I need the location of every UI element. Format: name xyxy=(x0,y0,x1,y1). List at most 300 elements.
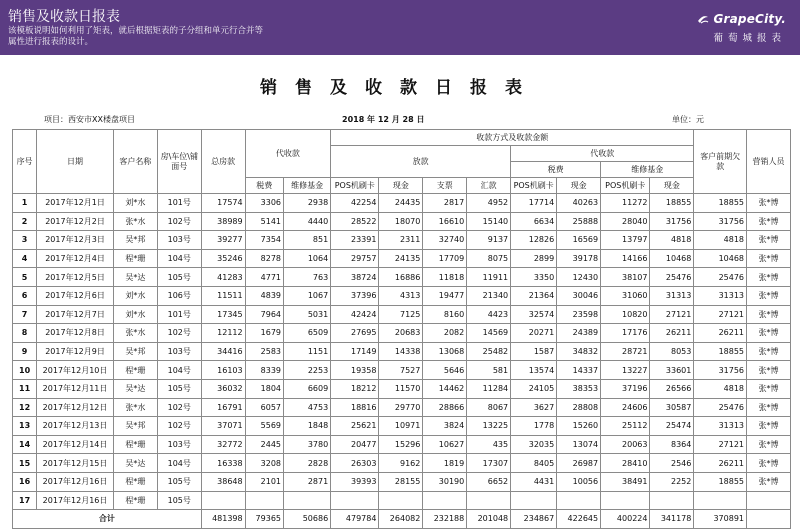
cell-customer: 吴*达 xyxy=(113,379,157,398)
cell-c5: 32740 xyxy=(423,231,467,250)
header-daishou: 代收款 xyxy=(245,130,331,178)
cell-c2: 2253 xyxy=(284,361,331,380)
cell-prev: 18855 xyxy=(694,194,747,213)
cell-customer: 张*水 xyxy=(113,398,157,417)
cell-c5: 2817 xyxy=(423,194,467,213)
cell-customer: 吴*达 xyxy=(113,454,157,473)
cell-customer: 张*水 xyxy=(113,324,157,343)
cell-c1: 8278 xyxy=(245,249,283,268)
cell-seq: 12 xyxy=(13,398,37,417)
header-sales: 营销人员 xyxy=(747,130,791,194)
cell-c6: 6652 xyxy=(467,472,511,491)
cell-c3: 27695 xyxy=(331,324,379,343)
cell-c4: 7527 xyxy=(379,361,423,380)
cell-c8: 10056 xyxy=(557,472,601,491)
report-title: 销售及收款日报表 xyxy=(260,78,540,98)
cell-date: 2017年12月16日 xyxy=(37,491,114,510)
cell-seq: 2 xyxy=(13,212,37,231)
cell-prev: 18855 xyxy=(694,342,747,361)
cell-total: 16791 xyxy=(201,398,245,417)
cell-c6: 15140 xyxy=(467,212,511,231)
sales-report-table xyxy=(12,129,791,529)
cell-c2: 6509 xyxy=(284,324,331,343)
cell-c6: 4423 xyxy=(467,305,511,324)
header-maint-2: 维修基金 xyxy=(601,162,694,178)
cell-c3: 29757 xyxy=(331,249,379,268)
report-body xyxy=(13,194,791,529)
cell-total: 17345 xyxy=(201,305,245,324)
header-cash: 现金 xyxy=(379,178,423,194)
cell-c1: 6057 xyxy=(245,398,283,417)
cell-sales: 张*博 xyxy=(747,417,791,436)
cell-seq: 7 xyxy=(13,305,37,324)
header-tax-2: 税费 xyxy=(511,162,601,178)
cell-date: 2017年12月12日 xyxy=(37,398,114,417)
cell-c3: 28522 xyxy=(331,212,379,231)
cell-empty xyxy=(423,491,467,510)
header-banner xyxy=(0,0,800,55)
cell-c8: 38353 xyxy=(557,379,601,398)
cell-c6: 9137 xyxy=(467,231,511,250)
cell-unit: 106号 xyxy=(157,286,201,305)
cell-c4: 24135 xyxy=(379,249,423,268)
cell-prev: 18855 xyxy=(694,472,747,491)
cell-c5: 5646 xyxy=(423,361,467,380)
cell-c7: 24105 xyxy=(511,379,557,398)
cell-c4: 4313 xyxy=(379,286,423,305)
cell-empty xyxy=(201,491,245,510)
cell-date: 2017年12月11日 xyxy=(37,379,114,398)
cell-date: 2017年12月15日 xyxy=(37,454,114,473)
cell-c9: 28410 xyxy=(601,454,650,473)
cell-unit: 103号 xyxy=(157,231,201,250)
cell-seq: 16 xyxy=(13,472,37,491)
totals-label: 合计 xyxy=(13,510,202,529)
total-c7: 234867 xyxy=(511,510,557,529)
cell-seq: 11 xyxy=(13,379,37,398)
cell-customer: 吴*邦 xyxy=(113,417,157,436)
cell-sales: 张*博 xyxy=(747,454,791,473)
cell-c9: 28040 xyxy=(601,212,650,231)
cell-c6: 581 xyxy=(467,361,511,380)
cell-c10: 10468 xyxy=(650,249,694,268)
cell-c3: 39393 xyxy=(331,472,379,491)
cell-unit: 102号 xyxy=(157,212,201,231)
cell-c7: 13574 xyxy=(511,361,557,380)
cell-c4: 7125 xyxy=(379,305,423,324)
cell-sales: 张*博 xyxy=(747,194,791,213)
cell-c6: 11911 xyxy=(467,268,511,287)
header-row-1 xyxy=(13,130,791,146)
cell-c2: 5031 xyxy=(284,305,331,324)
cell-c2: 4440 xyxy=(284,212,331,231)
cell-empty xyxy=(331,491,379,510)
cell-c1: 1679 xyxy=(245,324,283,343)
cell-total: 12112 xyxy=(201,324,245,343)
header-daishou-2: 代收款 xyxy=(511,146,694,162)
cell-sales: 张*博 xyxy=(747,231,791,250)
cell-c10: 33601 xyxy=(650,361,694,380)
cell-c8: 28808 xyxy=(557,398,601,417)
cell-date: 2017年12月5日 xyxy=(37,268,114,287)
cell-c7: 12826 xyxy=(511,231,557,250)
cell-c2: 1067 xyxy=(284,286,331,305)
cell-c9: 13227 xyxy=(601,361,650,380)
total-c10: 341178 xyxy=(650,510,694,529)
cell-c9: 20063 xyxy=(601,435,650,454)
cell-unit: 104号 xyxy=(157,249,201,268)
cell-c7: 3350 xyxy=(511,268,557,287)
cell-c5: 16610 xyxy=(423,212,467,231)
cell-c3: 23391 xyxy=(331,231,379,250)
cell-sales: 张*博 xyxy=(747,324,791,343)
cell-sales: 张*博 xyxy=(747,286,791,305)
table-row xyxy=(13,268,791,287)
grapecity-mark-icon xyxy=(697,14,709,24)
header-pos-2: POS机刷卡 xyxy=(511,178,557,194)
cell-prev: 10468 xyxy=(694,249,747,268)
cell-date: 2017年12月3日 xyxy=(37,231,114,250)
cell-c2: 2871 xyxy=(284,472,331,491)
cell-c6: 435 xyxy=(467,435,511,454)
brand-name: GrapeCity. xyxy=(713,12,786,26)
cell-seq: 10 xyxy=(13,361,37,380)
cell-c5: 3824 xyxy=(423,417,467,436)
cell-date: 2017年12月6日 xyxy=(37,286,114,305)
cell-c8: 39178 xyxy=(557,249,601,268)
header-tax: 税费 xyxy=(245,178,283,194)
table-row xyxy=(13,361,791,380)
cell-empty xyxy=(694,491,747,510)
cell-c9: 37196 xyxy=(601,379,650,398)
cell-unit: 103号 xyxy=(157,342,201,361)
cell-total: 41283 xyxy=(201,268,245,287)
cell-c1: 5569 xyxy=(245,417,283,436)
cell-unit: 104号 xyxy=(157,361,201,380)
cell-prev: 27121 xyxy=(694,305,747,324)
cell-c7: 4431 xyxy=(511,472,557,491)
cell-c8: 26987 xyxy=(557,454,601,473)
total-c9: 400224 xyxy=(601,510,650,529)
cell-c7: 17714 xyxy=(511,194,557,213)
cell-total: 39277 xyxy=(201,231,245,250)
cell-total: 32772 xyxy=(201,435,245,454)
cell-customer: 程*珊 xyxy=(113,361,157,380)
cell-c4: 24435 xyxy=(379,194,423,213)
header-maint: 维修基金 xyxy=(284,178,331,194)
cell-prev: 31313 xyxy=(694,417,747,436)
header-pos-3: POS机刷卡 xyxy=(601,178,650,194)
cell-total: 16103 xyxy=(201,361,245,380)
cell-c9: 14166 xyxy=(601,249,650,268)
cell-c9: 10820 xyxy=(601,305,650,324)
header-seq: 序号 xyxy=(13,130,37,194)
cell-c2: 4753 xyxy=(284,398,331,417)
cell-unit: 101号 xyxy=(157,305,201,324)
total-c3: 479784 xyxy=(331,510,379,529)
cell-c5: 2082 xyxy=(423,324,467,343)
cell-c3: 18212 xyxy=(331,379,379,398)
table-row xyxy=(13,249,791,268)
cell-c3: 42254 xyxy=(331,194,379,213)
cell-date: 2017年12月16日 xyxy=(37,472,114,491)
cell-prev: 4818 xyxy=(694,379,747,398)
cell-c1: 1804 xyxy=(245,379,283,398)
table-row xyxy=(13,435,791,454)
total-c1: 79365 xyxy=(245,510,283,529)
cell-c10: 26566 xyxy=(650,379,694,398)
cell-c8: 24389 xyxy=(557,324,601,343)
cell-seq: 3 xyxy=(13,231,37,250)
cell-c9: 11272 xyxy=(601,194,650,213)
banner-title: 销售及收款日报表 xyxy=(8,9,120,25)
cell-c8: 30046 xyxy=(557,286,601,305)
cell-c6: 25482 xyxy=(467,342,511,361)
cell-unit: 105号 xyxy=(157,491,201,510)
header-customer: 客户名称 xyxy=(113,130,157,194)
cell-c5: 19477 xyxy=(423,286,467,305)
cell-empty xyxy=(467,491,511,510)
cell-prev: 31756 xyxy=(694,361,747,380)
cell-total: 35246 xyxy=(201,249,245,268)
total-total: 481398 xyxy=(201,510,245,529)
cell-date: 2017年12月13日 xyxy=(37,417,114,436)
cell-sales: 张*博 xyxy=(747,212,791,231)
cell-c5: 17709 xyxy=(423,249,467,268)
total-c8: 422645 xyxy=(557,510,601,529)
cell-c1: 5141 xyxy=(245,212,283,231)
cell-c7: 2899 xyxy=(511,249,557,268)
cell-c1: 4839 xyxy=(245,286,283,305)
cell-c2: 2828 xyxy=(284,454,331,473)
cell-c5: 1819 xyxy=(423,454,467,473)
total-c2: 50686 xyxy=(284,510,331,529)
cell-empty xyxy=(379,491,423,510)
cell-c2: 6609 xyxy=(284,379,331,398)
cell-total: 11511 xyxy=(201,286,245,305)
cell-c3: 19358 xyxy=(331,361,379,380)
cell-c4: 9162 xyxy=(379,454,423,473)
cell-unit: 104号 xyxy=(157,454,201,473)
cell-unit: 102号 xyxy=(157,398,201,417)
cell-empty xyxy=(245,491,283,510)
cell-prev: 25476 xyxy=(694,268,747,287)
cell-c4: 2311 xyxy=(379,231,423,250)
cell-c10: 8053 xyxy=(650,342,694,361)
cell-seq: 1 xyxy=(13,194,37,213)
table-row xyxy=(13,454,791,473)
cell-c8: 25888 xyxy=(557,212,601,231)
cell-total: 38648 xyxy=(201,472,245,491)
cell-c4: 14338 xyxy=(379,342,423,361)
cell-c8: 16569 xyxy=(557,231,601,250)
cell-unit: 102号 xyxy=(157,417,201,436)
cell-c6: 17307 xyxy=(467,454,511,473)
cell-c2: 851 xyxy=(284,231,331,250)
cell-c1: 3306 xyxy=(245,194,283,213)
cell-c3: 18816 xyxy=(331,398,379,417)
unit-label: 单位：元 xyxy=(672,115,704,124)
cell-c7: 32574 xyxy=(511,305,557,324)
cell-c4: 15296 xyxy=(379,435,423,454)
cell-c6: 21340 xyxy=(467,286,511,305)
cell-c2: 763 xyxy=(284,268,331,287)
cell-unit: 105号 xyxy=(157,472,201,491)
cell-sales: 张*博 xyxy=(747,398,791,417)
cell-c5: 11818 xyxy=(423,268,467,287)
header-unit: 房\车位\铺面号 xyxy=(157,130,201,194)
cell-c5: 14462 xyxy=(423,379,467,398)
cell-c9: 13797 xyxy=(601,231,650,250)
cell-c2: 1151 xyxy=(284,342,331,361)
cell-c3: 37396 xyxy=(331,286,379,305)
cell-unit: 105号 xyxy=(157,379,201,398)
table-row xyxy=(13,324,791,343)
cell-c4: 16886 xyxy=(379,268,423,287)
cell-seq: 6 xyxy=(13,286,37,305)
cell-c7: 32035 xyxy=(511,435,557,454)
cell-c8: 34832 xyxy=(557,342,601,361)
header-date: 日期 xyxy=(37,130,114,194)
cell-total: 17574 xyxy=(201,194,245,213)
cell-seq: 8 xyxy=(13,324,37,343)
cell-c5: 30190 xyxy=(423,472,467,491)
project-label: 项目：西安市XX楼盘项目 xyxy=(44,115,135,124)
cell-c1: 3208 xyxy=(245,454,283,473)
cell-total: 16338 xyxy=(201,454,245,473)
cell-c6: 13225 xyxy=(467,417,511,436)
cell-c10: 27121 xyxy=(650,305,694,324)
cell-c4: 20683 xyxy=(379,324,423,343)
cell-c9: 17176 xyxy=(601,324,650,343)
table-row xyxy=(13,491,791,510)
cell-prev: 26211 xyxy=(694,454,747,473)
cell-customer: 吴*达 xyxy=(113,268,157,287)
cell-customer: 张*水 xyxy=(113,212,157,231)
cell-prev: 31313 xyxy=(694,286,747,305)
header-total: 总房款 xyxy=(201,130,245,194)
cell-customer: 程*珊 xyxy=(113,472,157,491)
cell-c9: 28721 xyxy=(601,342,650,361)
cell-c7: 8405 xyxy=(511,454,557,473)
cell-empty xyxy=(511,491,557,510)
cell-prev: 27121 xyxy=(694,435,747,454)
table-row xyxy=(13,194,791,213)
cell-empty xyxy=(650,491,694,510)
cell-c10: 26211 xyxy=(650,324,694,343)
cell-c5: 28866 xyxy=(423,398,467,417)
cell-c4: 18070 xyxy=(379,212,423,231)
cell-prev: 31756 xyxy=(694,212,747,231)
cell-sales: 张*博 xyxy=(747,268,791,287)
cell-seq: 4 xyxy=(13,249,37,268)
header-remit: 汇款 xyxy=(467,178,511,194)
cell-sales: 张*博 xyxy=(747,379,791,398)
cell-unit: 105号 xyxy=(157,268,201,287)
cell-c1: 2583 xyxy=(245,342,283,361)
header-cash-2: 现金 xyxy=(557,178,601,194)
cell-c9: 31060 xyxy=(601,286,650,305)
cell-c6: 11284 xyxy=(467,379,511,398)
cell-c9: 24606 xyxy=(601,398,650,417)
cell-c6: 8067 xyxy=(467,398,511,417)
cell-c1: 7354 xyxy=(245,231,283,250)
cell-empty xyxy=(747,510,791,529)
cell-c3: 20477 xyxy=(331,435,379,454)
cell-seq: 13 xyxy=(13,417,37,436)
cell-customer: 程*珊 xyxy=(113,491,157,510)
cell-c4: 11570 xyxy=(379,379,423,398)
grapecity-logo xyxy=(697,12,786,44)
cell-total: 36032 xyxy=(201,379,245,398)
header-collect-group: 收款方式及收款金额 xyxy=(331,130,694,146)
cell-c2: 1064 xyxy=(284,249,331,268)
cell-date: 2017年12月7日 xyxy=(37,305,114,324)
cell-c5: 13068 xyxy=(423,342,467,361)
cell-customer: 程*珊 xyxy=(113,435,157,454)
cell-seq: 5 xyxy=(13,268,37,287)
cell-date: 2017年12月1日 xyxy=(37,194,114,213)
cell-empty xyxy=(557,491,601,510)
cell-date: 2017年12月4日 xyxy=(37,249,114,268)
cell-c3: 17149 xyxy=(331,342,379,361)
cell-customer: 刘*水 xyxy=(113,194,157,213)
brand-subtitle: 葡萄城报表 xyxy=(713,33,786,44)
cell-seq: 14 xyxy=(13,435,37,454)
cell-c8: 40263 xyxy=(557,194,601,213)
table-row xyxy=(13,398,791,417)
cell-prev: 25476 xyxy=(694,398,747,417)
table-row xyxy=(13,212,791,231)
cell-c3: 25621 xyxy=(331,417,379,436)
cell-c8: 12430 xyxy=(557,268,601,287)
cell-unit: 102号 xyxy=(157,324,201,343)
header-prev-debt: 客户前期欠款 xyxy=(694,130,747,194)
cell-sales: 张*博 xyxy=(747,472,791,491)
cell-c7: 21364 xyxy=(511,286,557,305)
cell-c8: 23598 xyxy=(557,305,601,324)
cell-sales: 张*博 xyxy=(747,342,791,361)
cell-unit: 101号 xyxy=(157,194,201,213)
cell-c8: 15260 xyxy=(557,417,601,436)
cell-c7: 20271 xyxy=(511,324,557,343)
cell-c10: 4818 xyxy=(650,231,694,250)
cell-date: 2017年12月14日 xyxy=(37,435,114,454)
cell-total: 34416 xyxy=(201,342,245,361)
cell-customer: 刘*水 xyxy=(113,305,157,324)
cell-c10: 31313 xyxy=(650,286,694,305)
cell-empty xyxy=(284,491,331,510)
cell-total: 37071 xyxy=(201,417,245,436)
cell-c10: 8364 xyxy=(650,435,694,454)
cell-prev: 4818 xyxy=(694,231,747,250)
cell-c10: 31756 xyxy=(650,212,694,231)
cell-c5: 10627 xyxy=(423,435,467,454)
cell-c3: 38724 xyxy=(331,268,379,287)
cell-c7: 3627 xyxy=(511,398,557,417)
total-c4: 264082 xyxy=(379,510,423,529)
cell-seq: 17 xyxy=(13,491,37,510)
cell-c7: 1587 xyxy=(511,342,557,361)
cell-c1: 8339 xyxy=(245,361,283,380)
table-row xyxy=(13,379,791,398)
table-row xyxy=(13,472,791,491)
cell-seq: 9 xyxy=(13,342,37,361)
cell-c10: 30587 xyxy=(650,398,694,417)
table-row xyxy=(13,231,791,250)
cell-c5: 8160 xyxy=(423,305,467,324)
header-check: 支票 xyxy=(423,178,467,194)
